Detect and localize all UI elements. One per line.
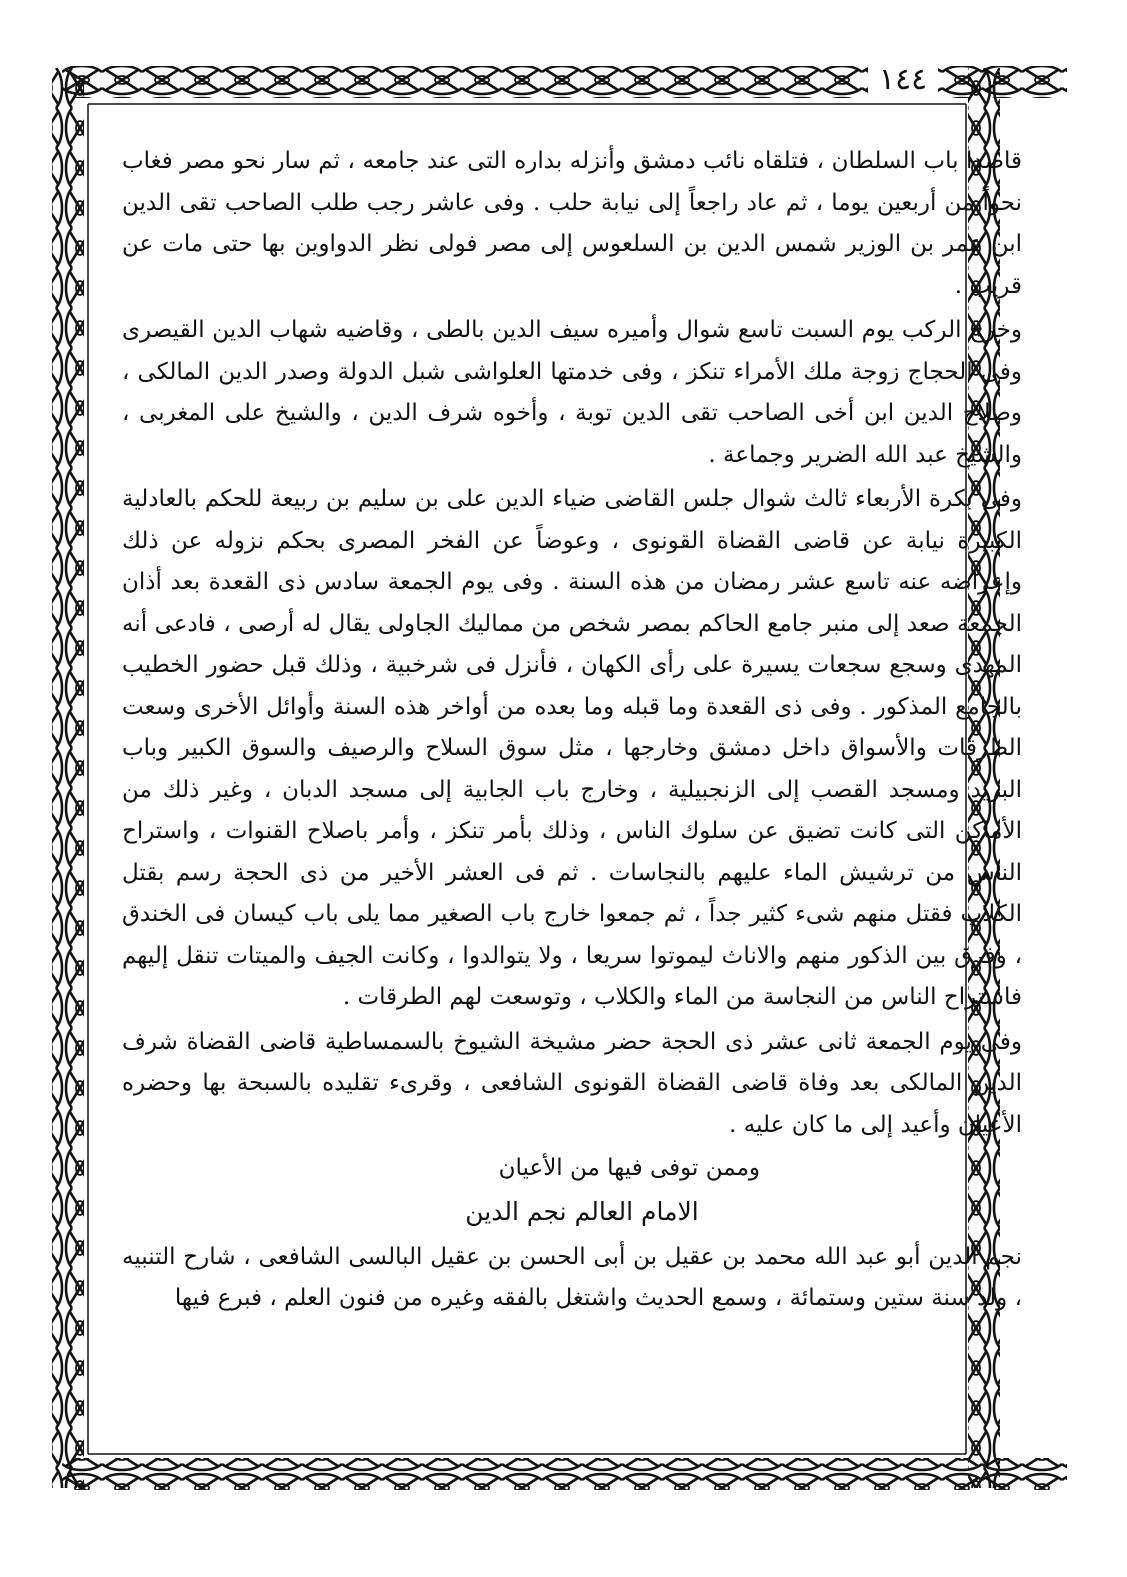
section-heading: الامام العالم نجم الدين bbox=[465, 1196, 699, 1226]
border-left bbox=[52, 68, 84, 1488]
paragraph-1: قاصدا باب السلطان ، فتلقاه نائب دمشق وأنزله بداره التى عند جامعه ، ثم سار نحو مصر فغاب نحواً من أربعين يوما ، ثم عاد راجعاً إلى نيابة حلب . وفى عاشر رجب طلب الصاحب تقى الدين ابن عمر بن الوزير شمس الدين بن السلعوس إلى مصر فولى نظر الدواوين بها حتى مات عن قريب . bbox=[122, 148, 1022, 299]
paragraph-2: وخرج الركب يوم السبت تاسع شوال وأميره سيف الدين بالطى ، وقاضيه شهاب الدين القيصرى وفى الحجاج زوجة ملك الأمراء تنكز ، وفى خدمتها العلواشى شبل الدولة وصدر الدين المالكى ، وصلاح الدين ابن أخى الصاحب تقى الدين توبة ، وأخوه شرف الدين ، والشيخ على المغربى ، والشيخ عبد الله الضرير وجماعة . bbox=[122, 317, 1022, 468]
paragraph-4: وفى يوم الجمعة ثانى عشر ذى الحجة حضر مشيخة الشيوخ بالسمساطية قاضى القضاة شرف الدين المالكى بعد وفاة قاضى القضاة القونوى الشافعى ، وقرىء تقليده بالسبحة بها وحضره الأعيان وأعيد إلى ما كان عليه . bbox=[122, 1028, 1022, 1138]
biography-paragraph: نجم الدين أبو عبد الله محمد بن عقيل بن أبى الحسن بن عقيل البالسى الشافعى ، شارح التنبيه ، ولد سنة ستين وستمائة ، وسمع الحديث واشتغل بالفقه وغيره من فنون العلم ، فبرع فيها bbox=[122, 1243, 1022, 1311]
page-number: ١٤٤ bbox=[868, 60, 938, 100]
notables-intro: وممن توفى فيها من الأعيان bbox=[498, 1155, 760, 1181]
paragraph-3: وفى بكرة الأربعاء ثالث شوال جلس القاضى ضياء الدين على بن سليم بن ربيعة للحكم بالعادلية الكبيرة نيابة عن قاضى القضاة القونوى ، وعوضاً عن الفخر المصرى بحكم نزوله عن ذلك وإعراضه عنه تاسع عشر رمضان من هذه السنة . وفى يوم الجمعة سادس ذى القعدة بعد أذان الجمعة صعد إلى منبر جامع الحاكم بمصر شخص من مماليك الجاولى يقال له أرصى ، فادعى أنه المهدى وسجع سجعات يسيرة على رأى الكهان ، فأنزل فى شرخبية ، وذلك قبل حضور الخطيب بالجامع المذكور . وفى ذى القعدة وما قبله وما بعده من أواخر هذه السنة وأوائل الأخرى وسعت الطرقات والأسواق داخل دمشق وخارجها ، مثل سوق السلاح والرصيف والسوق الكبير وباب البريد ومسجد القصب إلى الزنجبيلية ، وخارج باب الجابية إلى مسجد الدبان ، وغير ذلك من الأماكن التى كانت تضيق عن سلوك الناس ، وذلك بأمر تنكز ، وأمر باصلاح القنوات ، واستراح الناس من ترشيش الماء عليهم بالنجاسات . ثم فى العشر الأخير من ذى الحجة رسم بقتل الكلاب فقتل منهم شىء كثير جداً ، ثم جمعوا خارج باب الصغير مما يلى باب كيسان فى الخندق ، وفرق بين الذكور منهم والاناث ليموتوا سريعا ، ولا يتوالدوا ، وكانت الجيف والميتات تنقل إليهم فاستراح الناس من النجاسة من الماء والكلاب ، وتوسعت لهم الطرقات . bbox=[122, 486, 1023, 1010]
page-body bbox=[122, 138, 1022, 1548]
